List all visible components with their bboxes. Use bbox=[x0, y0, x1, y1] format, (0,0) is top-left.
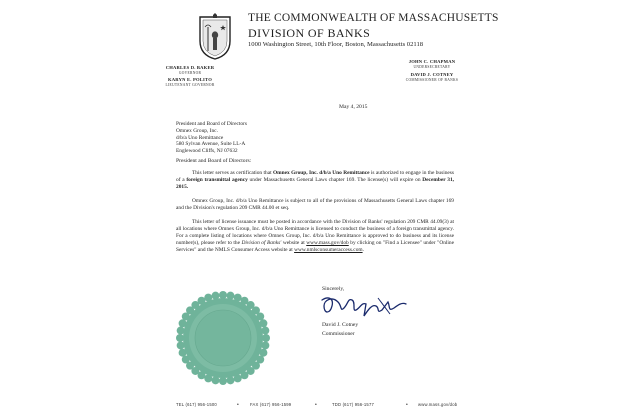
footer-fax-text: FAX (617) 956-1599 bbox=[250, 402, 292, 407]
footer-separator: • bbox=[237, 402, 239, 408]
recipient-address bbox=[176, 121, 247, 155]
secretary-name: JOHN C. CHAPMAN bbox=[408, 59, 456, 64]
recipient-line: President and Board of Directors bbox=[176, 121, 247, 127]
division-website-link[interactable]: www.mass.gov/dob bbox=[306, 240, 349, 246]
division-address: 1000 Washington Street, 10th Floor, Boston, Massachusetts 02118 bbox=[248, 41, 424, 48]
lt-governor-block bbox=[150, 77, 230, 88]
p1-expiration: December 31, 2015. bbox=[176, 177, 454, 190]
commissioner-title: COMMISSIONER OF BANKS bbox=[405, 78, 459, 82]
seal-scallop bbox=[262, 334, 270, 342]
governor-name: CHARLES D. BAKER bbox=[165, 65, 215, 70]
footer-tdd bbox=[332, 402, 374, 407]
secretary-title: UNDERSECRETARY bbox=[413, 65, 451, 69]
commonwealth-title: THE COMMONWEALTH OF MASSACHUSETTS bbox=[248, 12, 499, 24]
recipient-line: d/b/a Uno Remittance bbox=[176, 134, 224, 141]
signature-icon bbox=[318, 292, 412, 318]
p3-text: website at bbox=[281, 240, 307, 246]
footer-fax bbox=[250, 402, 291, 407]
footer-web[interactable] bbox=[418, 402, 457, 407]
p2-text: Omnex Group, Inc. d/b/a Uno Remittance is subject to all of the provisions of Massachusetts General Laws chapter 169 and the Division's regulation 209 CMR 44.00 et seq. bbox=[176, 198, 454, 211]
seal-scallop bbox=[219, 377, 227, 385]
footer-separator: • bbox=[315, 402, 317, 408]
seal-scallop bbox=[176, 334, 184, 342]
p3-text: by clicking on "Find a Licensee" under "Online Services" and the NMLS Consumer Access website at bbox=[176, 240, 454, 253]
recipient-line: Englewood Cliffs, NJ 07632 bbox=[176, 148, 238, 155]
letter-date: May 4, 2015 bbox=[339, 104, 368, 110]
recipient-line: 580 Sylvan Avenue, Suite LL-A bbox=[176, 141, 246, 148]
paragraph-provisions bbox=[176, 198, 454, 212]
footer-web-text[interactable]: www.mass.gov/dob bbox=[418, 402, 458, 407]
secretary-block bbox=[392, 59, 472, 70]
p1-text: under Massachusetts General Laws chapter 169. The license(s) will expire on bbox=[247, 177, 423, 183]
p3-text: . bbox=[362, 247, 364, 253]
paragraph-certification bbox=[176, 170, 454, 191]
p3-division-name: Division of Banks' bbox=[241, 240, 282, 246]
p3-text: This letter of license issuance must be posted in accordance with the Division of Banks' regulation 209 CMR 44.09(3) at all locations where Omnex Group, Inc. d/b/a Uno Remittance is licensed to conduct the business of a foreign transmittal agency. For a complete listing of locations where Omnex Group, Inc. d/b/a Uno Remittance is approved to do business and its license number(s), please refer to the bbox=[176, 219, 454, 246]
governor-block bbox=[150, 65, 230, 76]
lt-governor-title: LIEUTENANT GOVERNOR bbox=[165, 83, 215, 87]
closing: Sincerely, bbox=[322, 286, 345, 292]
p1-licensee: Omnex Group, Inc. d/b/a Uno Remittance bbox=[272, 170, 370, 176]
p1-license-type: foreign transmittal agency bbox=[186, 177, 248, 183]
signer-name: David J. Cotney bbox=[322, 322, 359, 328]
lt-governor-name: KARYN E. POLITO bbox=[168, 77, 212, 82]
footer-tel bbox=[176, 402, 217, 407]
governor-title: GOVERNOR bbox=[178, 71, 202, 75]
seal-scallop bbox=[219, 291, 227, 299]
signer-title: Commissioner bbox=[322, 331, 355, 337]
salutation: President and Board of Directors: bbox=[176, 158, 252, 164]
commissioner-block bbox=[392, 72, 472, 83]
paragraph-posting bbox=[176, 219, 454, 254]
recipient-line: Omnex Group, Inc. bbox=[176, 127, 218, 134]
footer-tel-text: TEL (617) 956-1500 bbox=[176, 402, 217, 407]
nmls-website-link[interactable]: www.nmlsconsumeraccess.com bbox=[294, 247, 363, 253]
p1-text: is authorized to engage in the business of a bbox=[176, 170, 454, 183]
division-title: DIVISION OF BANKS bbox=[248, 26, 371, 40]
massachusetts-seal-icon bbox=[196, 13, 234, 61]
commissioner-name: DAVID J. COTNEY bbox=[410, 72, 454, 77]
green-seal-icon bbox=[176, 291, 270, 385]
footer-tdd-text: TDD (617) 956-1577 bbox=[332, 402, 375, 407]
footer-separator: • bbox=[406, 402, 408, 408]
p1-text: This letter serves as certification that bbox=[192, 170, 273, 176]
